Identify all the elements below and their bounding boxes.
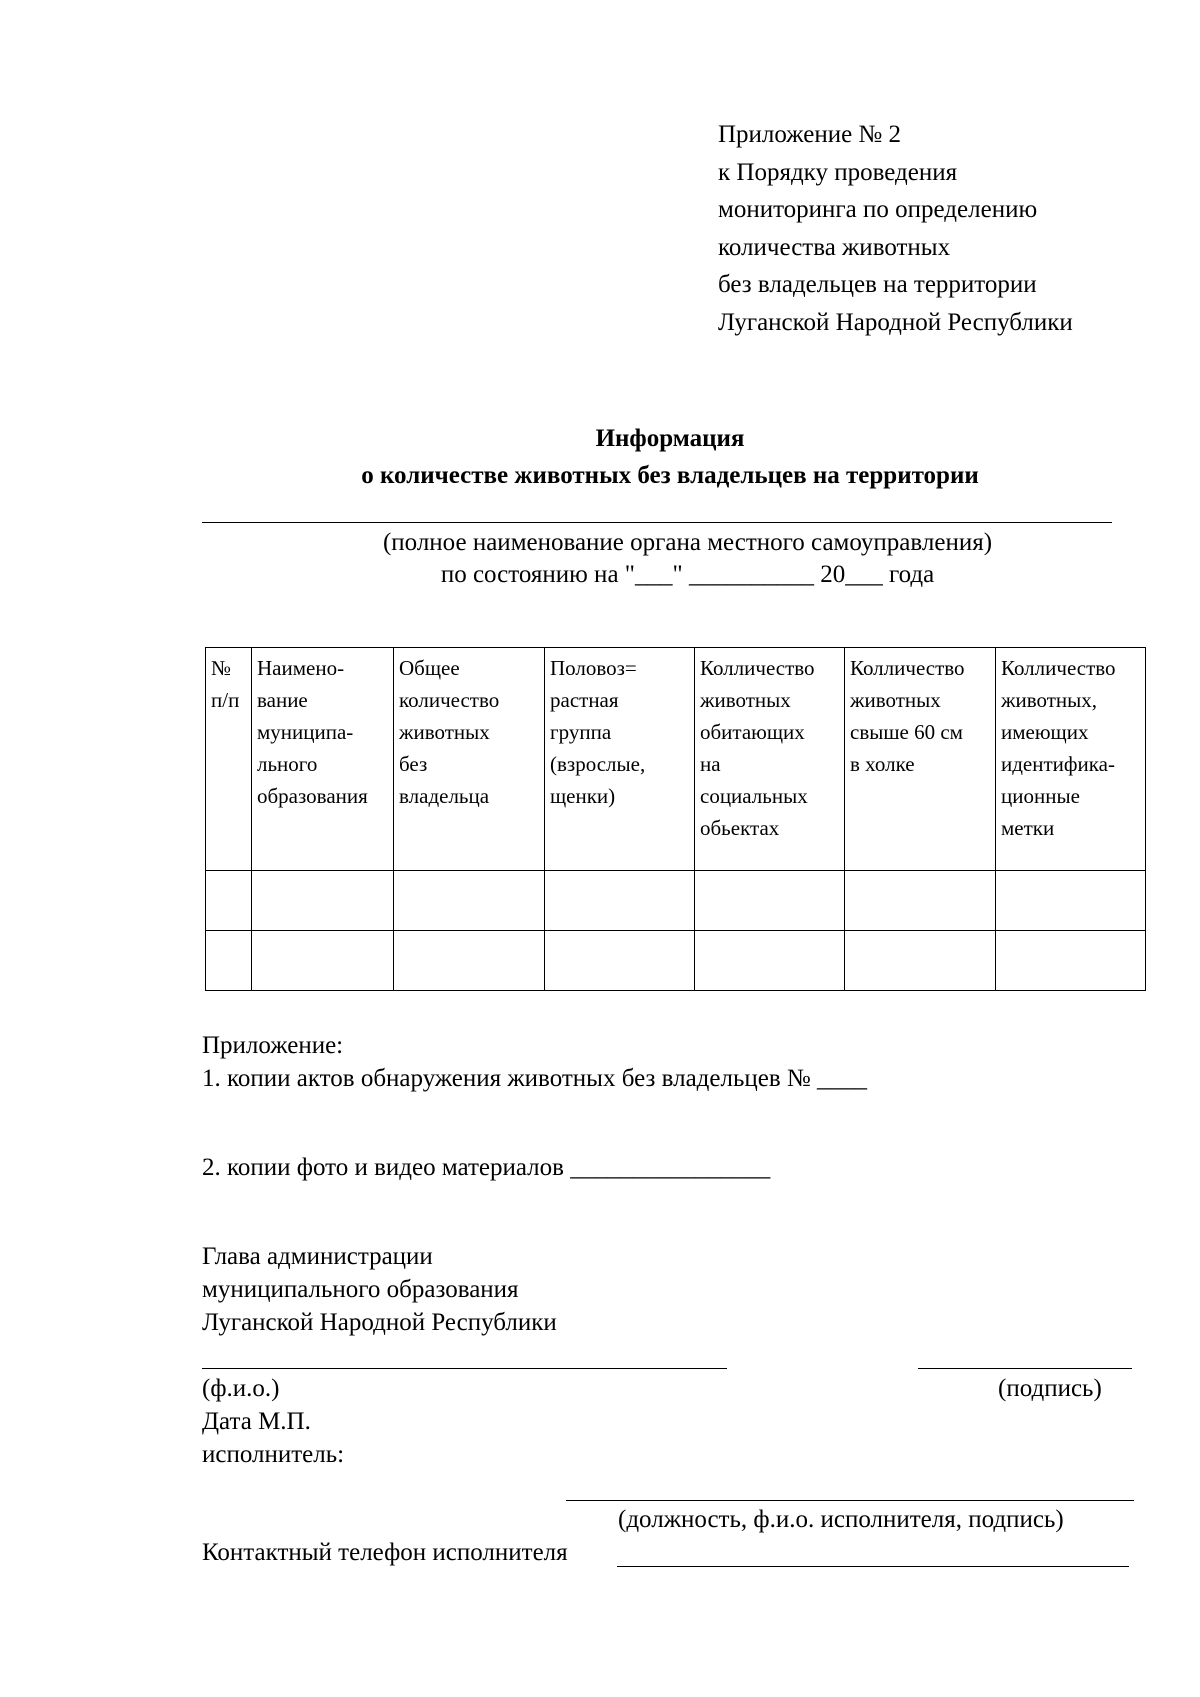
header-text: (взрослые,	[550, 752, 646, 776]
table-cell[interactable]	[695, 871, 845, 931]
phone-blank-line[interactable]	[617, 1566, 1129, 1567]
signatory-line-3: Луганской Народной Республики	[202, 1309, 557, 1336]
annex-line: Приложение № 2	[718, 121, 902, 148]
table-cell[interactable]	[394, 931, 545, 991]
header-text: растная	[550, 688, 619, 712]
header-cell-social-objects	[695, 648, 845, 871]
header-text: метки	[1001, 816, 1055, 840]
header-text: в холке	[850, 752, 915, 776]
header-text: животных	[700, 688, 791, 712]
table-cell[interactable]	[996, 931, 1146, 991]
table-cell[interactable]	[695, 931, 845, 991]
header-text: п/п	[211, 688, 240, 712]
header-text: Половоз=	[550, 656, 637, 680]
header-text: без	[399, 752, 428, 776]
header-text: социальных	[700, 784, 808, 808]
attachment-item-media: 2. копии фото и видео материалов ________________	[202, 1154, 771, 1181]
header-cell-municipality	[252, 648, 394, 871]
table-cell[interactable]	[206, 931, 252, 991]
header-text: Наимено-	[257, 656, 345, 680]
header-text: на	[700, 752, 721, 776]
org-name-caption: (полное наименование органа местного самоуправления)	[382, 529, 993, 556]
table-cell[interactable]	[545, 871, 695, 931]
header-cell-height	[845, 648, 996, 871]
title-line-2: о количестве животных без владельцев на территории	[361, 462, 979, 489]
title-line-1: Информация	[595, 425, 745, 452]
header-text: Колличество	[850, 656, 965, 680]
table-header-row	[206, 648, 1146, 871]
header-text: владельца	[399, 784, 490, 808]
annex-line: без владельцев на территории	[718, 271, 1037, 298]
annex-line: к Порядку проведения	[718, 158, 958, 186]
header-text: щенки)	[550, 784, 616, 808]
fio-blank-line	[202, 1368, 727, 1369]
header-cell-age-group	[545, 648, 695, 871]
header-text: муниципа-	[257, 720, 354, 744]
document-title	[0, 420, 1200, 494]
header-text: ционные	[1001, 784, 1080, 808]
signature-blank-line	[918, 1368, 1132, 1369]
annex-line: количества животных	[718, 233, 951, 261]
header-cell-id-tags	[996, 648, 1146, 871]
header-text: животных,	[1001, 688, 1098, 712]
header-text: Колличество	[1001, 656, 1116, 680]
attachment-item-acts: 1. копии актов обнаружения животных без владельцев № ____	[202, 1065, 868, 1092]
annex-line: Луганской Народной Республики	[718, 308, 1073, 336]
table-cell[interactable]	[845, 931, 996, 991]
header-text: образования	[257, 784, 368, 808]
table-cell[interactable]	[206, 871, 252, 931]
header-text: обьектах	[700, 816, 780, 840]
table-cell[interactable]	[545, 931, 695, 991]
header-text: животных	[399, 720, 490, 744]
table-cell[interactable]	[845, 871, 996, 931]
header-text: идентифика-	[1001, 752, 1115, 776]
executor-blank-line	[566, 1500, 1134, 1501]
signatory-line-2: муниципального образования	[202, 1276, 519, 1303]
header-text: Общее	[399, 656, 460, 680]
signatory-line-1: Глава администрации	[202, 1243, 433, 1270]
header-text: льного	[257, 752, 318, 776]
header-text: количество	[399, 688, 500, 712]
signature-caption: (подпись)	[998, 1375, 1102, 1402]
header-cell-number	[206, 648, 252, 871]
table-cell[interactable]	[252, 931, 394, 991]
table-cell[interactable]	[996, 871, 1146, 931]
fio-caption: (ф.и.о.)	[202, 1375, 280, 1402]
table-cell[interactable]	[252, 871, 394, 931]
table-row	[206, 931, 1146, 991]
attachments-heading: Приложение:	[202, 1032, 344, 1059]
table-row	[206, 871, 1146, 931]
as-of-date-line: по состоянию на "___" __________ 20___ года	[440, 561, 935, 588]
animals-info-table	[205, 647, 1146, 991]
header-text: вание	[257, 688, 308, 712]
header-text: группа	[550, 720, 612, 744]
annex-line: мониторинга по определению	[718, 196, 1038, 223]
header-text: Колличество	[700, 656, 815, 680]
executor-caption: (должность, ф.и.о. исполнителя, подпись)	[618, 1506, 1064, 1533]
org-name-blank-line	[202, 522, 1112, 523]
annex-block	[718, 116, 1073, 341]
phone-label: Контактный телефон исполнителя	[202, 1539, 568, 1566]
executor-label: исполнитель:	[202, 1441, 345, 1468]
header-cell-total	[394, 648, 545, 871]
header-text: обитающих	[700, 720, 805, 744]
header-text: №	[211, 656, 232, 680]
date-mp-label: Дата М.П.	[202, 1408, 311, 1435]
table-cell[interactable]	[394, 871, 545, 931]
header-text: имеющих	[1001, 720, 1089, 744]
header-text: животных	[850, 688, 941, 712]
header-text: свыше 60 см	[850, 720, 963, 744]
